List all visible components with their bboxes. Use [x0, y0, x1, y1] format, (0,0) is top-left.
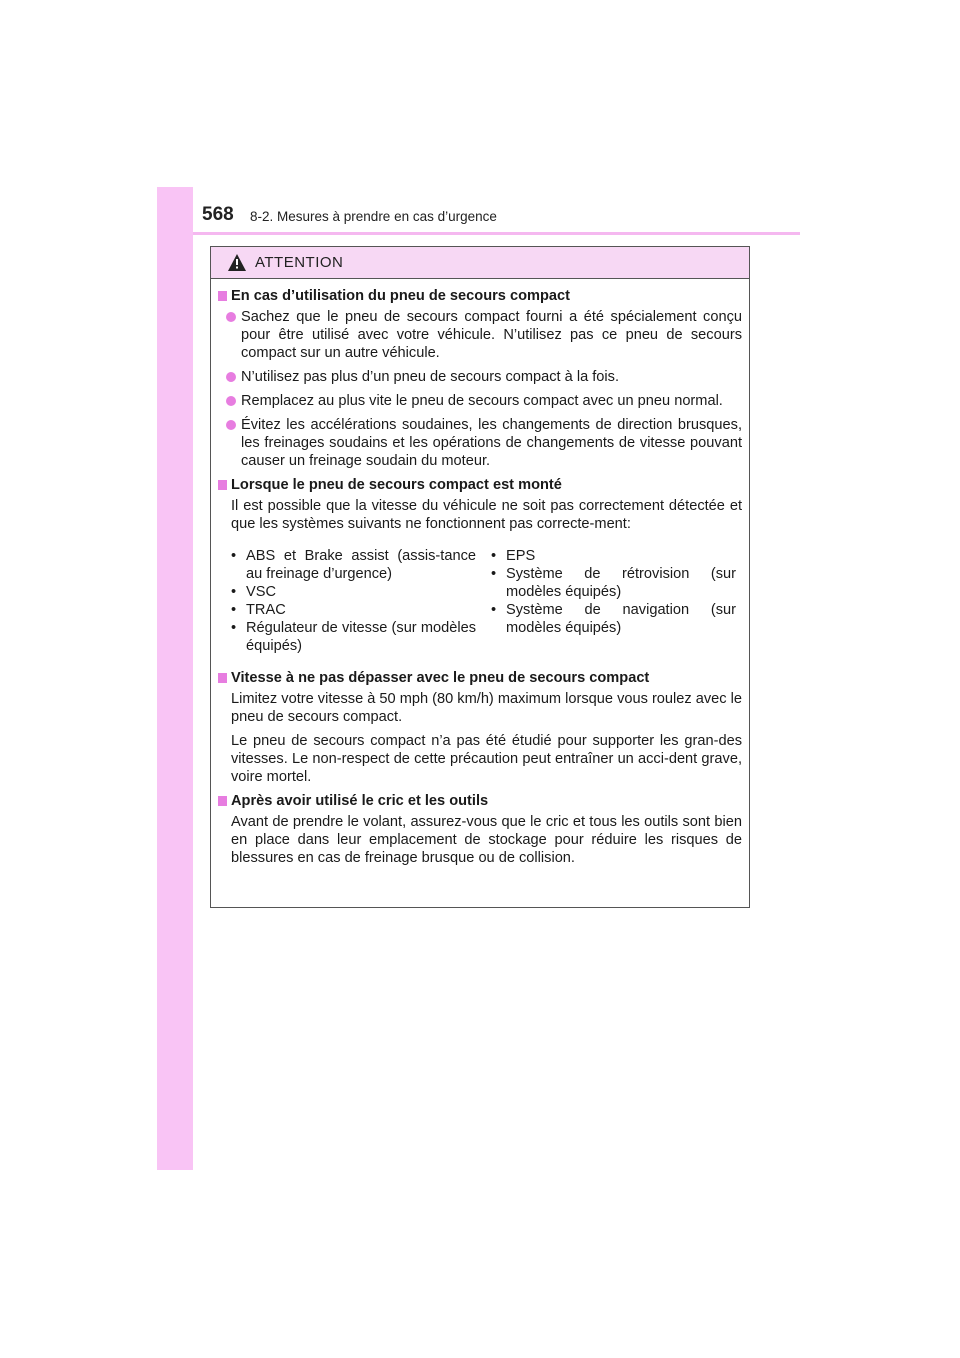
bullet-item: N’utilisez pas plus d’un pneu de secours compact à la fois. — [216, 368, 742, 386]
systems-list-right — [491, 547, 736, 655]
chapter-sidebar — [157, 187, 193, 1170]
bullet-item: Évitez les accélérations soudaines, les changements de direction brusques, les freinages soudains et les opérations de changements de vitesse pouvant causer un freinage soudain du moteur. — [216, 416, 742, 470]
page-number: 568 — [202, 204, 234, 225]
systems-list-left — [231, 547, 476, 655]
list-item: • ABS et Brake assist (assis-tance au freinage d’urgence) — [231, 548, 476, 582]
warning-header — [211, 247, 749, 279]
paragraph: Limitez votre vitesse à 50 mph (80 km/h) maximum lorsque vous roulez avec le pneu de secours compact. — [231, 691, 742, 725]
paragraph: Le pneu de secours compact n’a pas été étudié pour supporter les gran-des vitesses. Le non-respect de cette précaution peut entraîner un acci-dent grave, voire mortel. — [231, 733, 742, 785]
square-bullet-icon — [218, 291, 227, 301]
section-heading: Après avoir utilisé le cric et les outils — [216, 792, 742, 810]
circle-bullet-icon — [226, 372, 236, 382]
paragraph: Avant de prendre le volant, assurez-vous que le cric et tous les outils sont bien en place dans leur emplacement de stockage pour réduire les risques de blessures en cas de freinage brusque ou de collision. — [231, 814, 742, 866]
circle-bullet-icon — [226, 312, 236, 322]
list-item: • TRAC — [231, 602, 286, 618]
section-heading: Vitesse à ne pas dépasser avec le pneu de secours compact — [216, 669, 742, 687]
section-heading: Lorsque le pneu de secours compact est monté — [216, 476, 742, 494]
circle-bullet-icon — [226, 420, 236, 430]
square-bullet-icon — [218, 796, 227, 806]
bullet-item: Sachez que le pneu de secours compact fourni a été spécialement conçu pour être utilisé avec votre véhicule. N’utilisez pas ce pneu de secours compact sur un autre véhicule. — [216, 308, 742, 362]
circle-bullet-icon — [226, 396, 236, 406]
list-item: • Système de navigation (sur modèles équipés) — [491, 602, 736, 636]
list-item: • EPS — [491, 548, 536, 564]
list-item: • VSC — [231, 584, 277, 600]
bullet-item: Remplacez au plus vite le pneu de secours compact avec un pneu normal. — [216, 392, 742, 410]
section-heading: En cas d’utilisation du pneu de secours compact — [216, 287, 742, 305]
section-title: 8-2. Mesures à prendre en cas d’urgence — [250, 209, 497, 224]
systems-list — [216, 547, 742, 655]
header-rule — [193, 232, 800, 235]
warning-box — [210, 246, 750, 908]
square-bullet-icon — [218, 480, 227, 490]
list-item: • Régulateur de vitesse (sur modèles équipés) — [231, 620, 476, 654]
warning-title: ATTENTION — [255, 254, 344, 271]
list-item: • Système de rétrovision (sur modèles équipés) — [491, 566, 736, 600]
warning-content — [216, 287, 742, 873]
paragraph: Il est possible que la vitesse du véhicule ne soit pas correctement détectée et que les systèmes suivants ne fonctionnent pas correcte-ment: — [231, 498, 742, 532]
warning-triangle-icon — [228, 254, 246, 271]
square-bullet-icon — [218, 673, 227, 683]
